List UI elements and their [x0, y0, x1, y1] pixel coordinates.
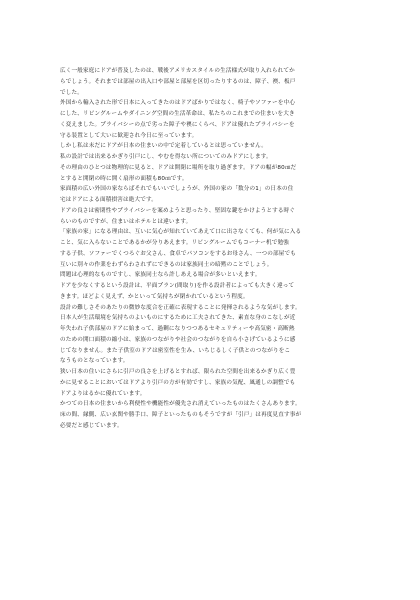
- text-line: 「家族の家」になる理由は、互いに気心が知れていてあえて口に出さなくても、何が気に入る: [60, 229, 302, 236]
- text-line: きます。ほどよく見えず、かといって気持ちが閉かれているという程度。: [60, 293, 249, 300]
- text-line: 問題は心理的なものですし、家族同士なら許しあえる場合が多いといえます。: [60, 272, 261, 279]
- text-line: その理由のひとつは物理的に見ると、ドアは開閉に場所を取り過ぎます。ドアの幅が80㎝だ: [60, 164, 297, 171]
- text-line: とすると開閉の時に開く扇形の面積も80㎝です。: [60, 175, 188, 182]
- text-line: でした。: [60, 89, 83, 96]
- text-line: 狭い日本の住いにさらに引戸の良さを上げるとすれば、限られた空間を出来るかぎり広く豊: [60, 369, 296, 375]
- text-line: ドアよりはるかに優れています。: [60, 390, 146, 397]
- text-line: ドアの良さは密閉性やプライバシーを案めようと思ったり、堅固な鍵をかけようとする時ぐ: [60, 207, 296, 214]
- text-line: く変えました。プライバシーの点で劣った障子や襖にくらべ、ドアは優れたプライバシーを: [60, 121, 295, 128]
- text-line: かつての日本の住まいから利便性や機能性が優先され消えていったものはたくさんあります。: [60, 401, 301, 408]
- text-line: 床の間、縁側、広い玄関や勝手口、障子といったものもそうですが「引戸」は再度見直す事が: [60, 412, 302, 418]
- text-line: 家面積の広い外国の家ならばそれでもいいでしょうが、外国の家の「数分の1」の日本の住: [60, 186, 294, 193]
- text-line: 守る装置として大いに歓迎され今日に至っています。: [60, 132, 198, 139]
- text-line: らいのものですが、住まいはホテルとは違います。: [60, 218, 192, 225]
- text-line: 私の設計では出来るかぎり引戸にし、やむを得ない所についてのみドアにします。: [60, 154, 272, 160]
- text-line: する子供、ソファーでくつろぐお父さん、食卓でパソコンをするお母さん、一つの部屋でも: [60, 250, 296, 257]
- text-line: 互いに別々の作業をわずらわされずにできるのは家族同士の暗黙のことでしょう。: [60, 261, 273, 268]
- text-line: なうものとなっています。: [60, 358, 129, 365]
- text-line: ドアを少なくするという設計は、平面プラン(間取り)を作る設計者によっても大きく違って: [60, 283, 295, 289]
- text-line: 日本人が生活環境を気持ちのよいものにするために工夫されてきた、素直な身のこなしが近: [60, 315, 296, 322]
- text-line: 宅はドアによる面積損害は絶大です。: [60, 197, 158, 203]
- text-line: らでしょう。それまでは部屋の出入口や部屋と部屋を区切ったりするのは、障子、襖、板戸: [60, 78, 296, 85]
- text-line: にした、リビングルームやダイニング空間の生活革命は、私たちのこれまでの住まいを大き: [60, 111, 295, 117]
- text-line: のための開口面積の縮小は、家族のつながりや社会のつながりを自ら小さげているように感: [60, 336, 296, 343]
- text-line: じてなりません。また子供室のドアは密室性を生み、いちじるしく子供とのつながりをこ: [60, 347, 291, 354]
- text-line: しかし私は未だにドアが日本の住まいの中で定着しているとは思っていません。: [60, 143, 267, 150]
- text-line: 広く一般家庭にドアが普及したのは、戦後アメリカスタイルの生活様式が取り入れられてか: [60, 68, 295, 74]
- text-line: 年失われ子供部屋のドアに始まって、過剰になりつつあるセキュリティーや高気密・高断熱: [60, 326, 295, 332]
- text-line: 必要だと感じています。: [60, 422, 123, 429]
- text-line: 外国から輸入された形で日本に入ってきたのはドアばかりではなく、椅子やソファーを中心: [60, 100, 296, 107]
- essay-text: [60, 66, 360, 432]
- text-line: こと、気に入らないことであるかが分りあえます。リビングルームでもコーナー机で勉強: [60, 240, 290, 246]
- text-line: 設計の難しさそのあたりの微妙な度合を正確に表現することに発揮されるような気がします。: [60, 304, 301, 311]
- text-line: かに見せることにおいてはドアより引戸の方が有効ですし、家族の気配、風通しの調整でも: [60, 379, 296, 386]
